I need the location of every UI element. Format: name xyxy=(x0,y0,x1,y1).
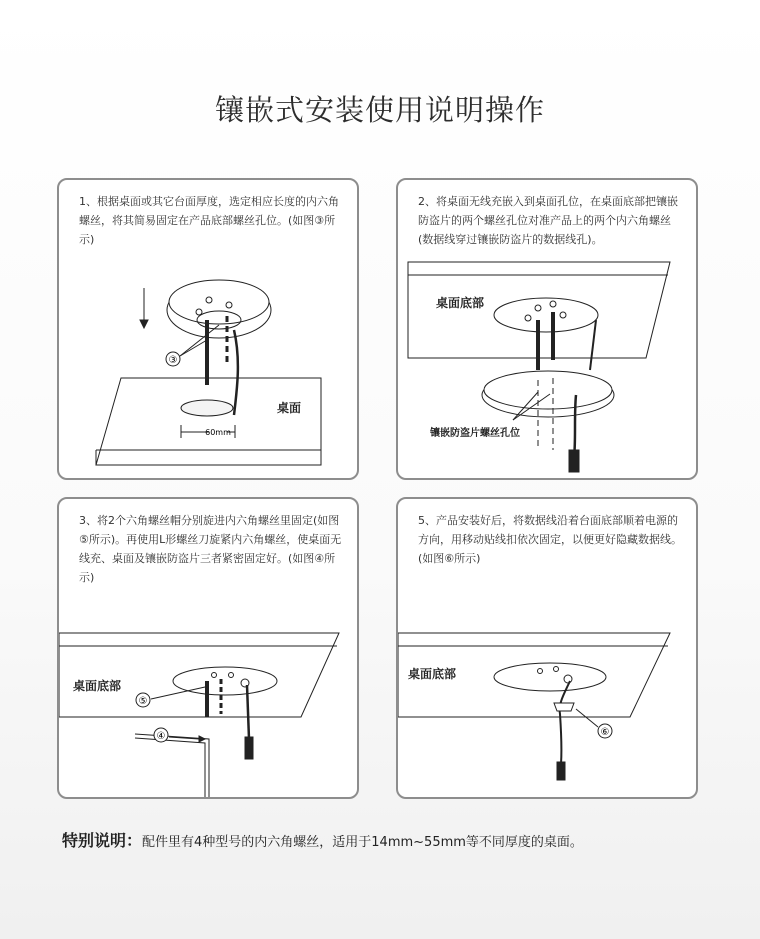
step-1-illustration xyxy=(59,180,359,480)
callout-3: ③ xyxy=(168,355,178,366)
special-note xyxy=(62,828,583,851)
step-2-illustration xyxy=(398,180,698,480)
step-3-illustration xyxy=(59,499,359,799)
step-3-text: 3、将2个六角螺丝帽分别旋进内六角螺丝里固定(如图⑤所示)。再使用L形螺丝刀旋紧内六角螺丝，使桌面无线充、桌面及镶嵌防盗片三者紧密固定好。(如图④所示) xyxy=(79,514,342,584)
step-5-illustration xyxy=(398,499,698,799)
step-5-text: 5、产品安装好后，将数据线沿着台面底部顺着电源的方向，用移动贴线扣依次固定，以便更好隐藏数据线。(如图⑥所示) xyxy=(418,514,682,565)
note-label: 特别说明： xyxy=(62,831,143,850)
step-1-text: 1、根据桌面或其它台面厚度，选定相应长度的内六角螺丝，将其简易固定在产品底部螺丝孔位。(如图③所示) xyxy=(79,195,339,246)
note-text: 配件里有4种型号的内六角螺丝，适用于14mm~55mm等不同厚度的桌面。 xyxy=(142,835,583,850)
step-5-panel xyxy=(396,497,698,799)
dimension-label: 60mm xyxy=(205,428,231,437)
desk-bottom-label: 桌面底部 xyxy=(408,667,457,681)
step-1-panel xyxy=(57,178,359,480)
desk-bottom-label: 桌面底部 xyxy=(436,296,485,310)
step-2-text: 2、将桌面无线充嵌入到桌面孔位，在桌面底部把镶嵌防盗片的两个螺丝孔位对准产品上的两个内六角螺丝(数据线穿过镶嵌防盗片的数据线孔)。 xyxy=(418,195,678,246)
callout-4: ④ xyxy=(156,731,166,742)
desk-label: 桌面 xyxy=(277,401,302,415)
page-title: 镶嵌式安装使用说明操作 xyxy=(214,93,545,127)
step-2-panel xyxy=(396,178,698,480)
callout-5: ⑤ xyxy=(138,696,148,707)
desk-bottom-label: 桌面底部 xyxy=(73,679,122,693)
plate-holes-label: 镶嵌防盗片螺丝孔位 xyxy=(430,428,520,439)
step-3-panel xyxy=(57,497,359,799)
callout-6: ⑥ xyxy=(600,727,610,738)
